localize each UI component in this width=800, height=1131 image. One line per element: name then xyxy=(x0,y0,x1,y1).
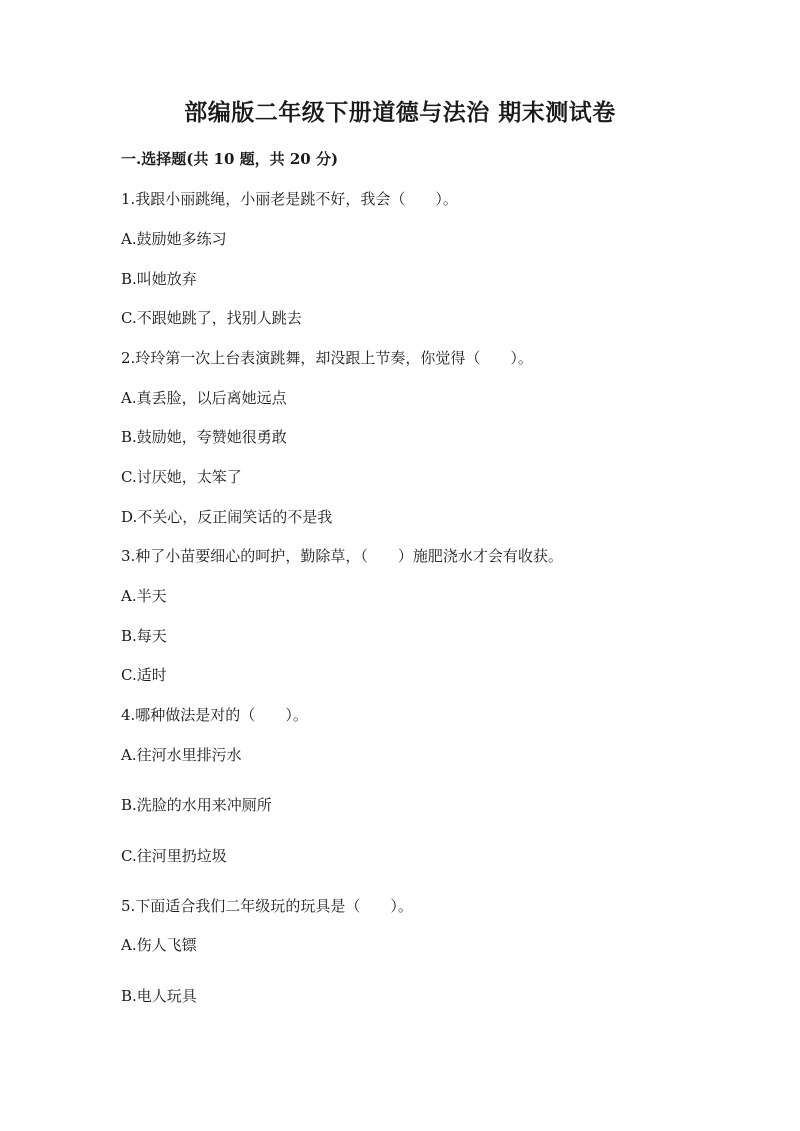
question-2-option-c: C.讨厌她，太笨了 xyxy=(121,468,242,486)
question-4-stem: 4.哪种做法是对的（ ）。 xyxy=(121,706,308,724)
question-5-stem: 5.下面适合我们二年级玩的玩具是（ ）。 xyxy=(121,897,413,915)
question-3-stem: 3.种了小苗要细心的呵护，勤除草，（ ）施肥浇水才会有收获。 xyxy=(121,547,563,565)
question-3-option-c: C.适时 xyxy=(121,666,167,684)
question-5-option-b: B.电人玩具 xyxy=(121,987,197,1005)
question-4-option-a: A.往河水里排污水 xyxy=(121,746,242,764)
question-1-option-c: C.不跟她跳了，找别人跳去 xyxy=(121,309,302,327)
question-4-option-c: C.往河里扔垃圾 xyxy=(121,847,227,865)
question-2-option-a: A.真丢脸，以后离她远点 xyxy=(121,389,287,407)
question-2-option-b: B.鼓励她，夸赞她很勇敢 xyxy=(121,428,287,446)
question-4-option-b: B.洗脸的水用来冲厕所 xyxy=(121,796,272,814)
question-3-option-b: B.每天 xyxy=(121,627,167,645)
question-1-option-b: B.叫她放弃 xyxy=(121,270,197,288)
question-3-option-a: A.半天 xyxy=(121,587,167,605)
question-1-stem: 1.我跟小丽跳绳，小丽老是跳不好，我会（ ）。 xyxy=(121,190,458,208)
question-2-stem: 2.玲玲第一次上台表演跳舞，却没跟上节奏，你觉得（ ）。 xyxy=(121,349,533,367)
question-5-option-a: A.伤人飞镖 xyxy=(121,936,197,954)
section-heading: 一.选择题(共 10 题，共 20 分) xyxy=(121,150,339,168)
page-title: 部编版二年级下册道德与法治 期末测试卷 xyxy=(184,99,616,126)
question-2-option-d: D.不关心，反正闹笑话的不是我 xyxy=(121,508,333,526)
question-1-option-a: A.鼓励她多练习 xyxy=(121,230,227,248)
